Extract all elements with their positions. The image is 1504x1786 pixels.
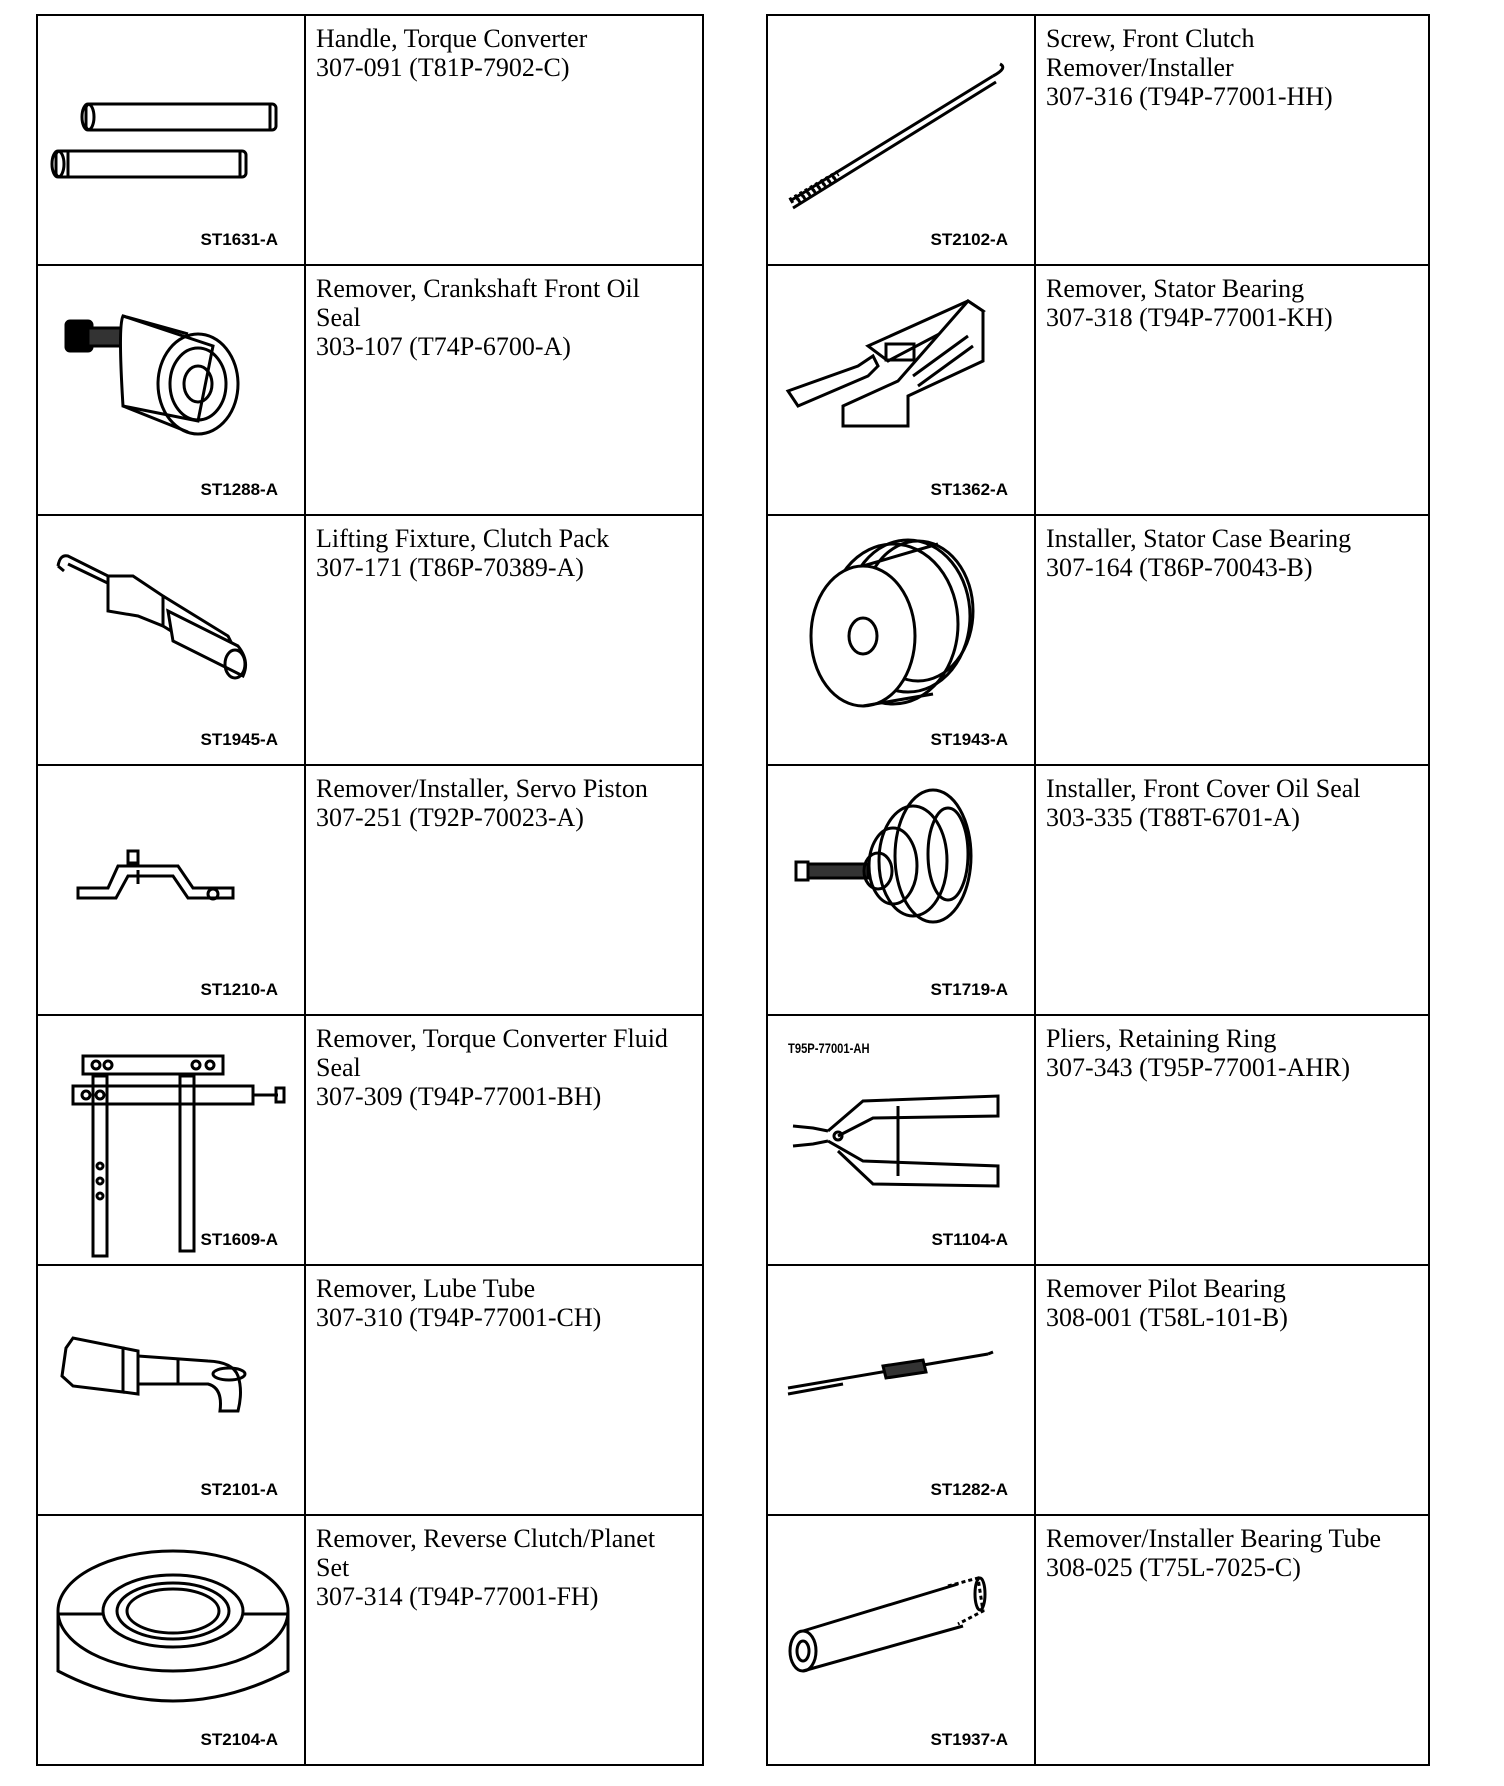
tool-row bbox=[768, 766, 1428, 1016]
illustration-code: ST1719-A bbox=[930, 980, 1008, 999]
tool-row bbox=[38, 1016, 702, 1266]
illustration-code: ST1937-A bbox=[930, 1730, 1008, 1749]
tool-row bbox=[768, 16, 1428, 266]
tool-description bbox=[306, 516, 702, 764]
tool-row bbox=[38, 516, 702, 766]
tool-description bbox=[306, 1266, 702, 1514]
illustration-code: ST1609-A bbox=[200, 1230, 278, 1249]
tool-description bbox=[306, 1016, 702, 1264]
front-cover-seal-installer-drawing bbox=[768, 766, 1034, 1016]
illustration-code: ST1104-A bbox=[931, 1230, 1008, 1249]
tool-illustration-cell bbox=[768, 766, 1036, 1014]
tool-title: Remover, Torque Converter Fluid Seal bbox=[316, 1024, 668, 1082]
clutch-pack-lifting-fixture-drawing bbox=[38, 516, 304, 766]
tool-title: Remover, Reverse Clutch/Planet Set bbox=[316, 1524, 656, 1582]
tool-part-number: 307-343 (T95P-77001-AHR) bbox=[1046, 1053, 1351, 1082]
tool-part-number: 308-001 (T58L-101-B) bbox=[1046, 1303, 1288, 1332]
tool-row bbox=[38, 766, 702, 1016]
tool-part-number: 307-171 (T86P-70389-A) bbox=[316, 553, 584, 582]
tool-row bbox=[38, 266, 702, 516]
left-tool-table bbox=[36, 14, 704, 1766]
tool-title: Installer, Front Cover Oil Seal bbox=[1046, 774, 1361, 803]
tool-title: Pliers, Retaining Ring bbox=[1046, 1024, 1277, 1053]
illustration-code: ST1945-A bbox=[200, 730, 278, 749]
illustration-code: ST2102-A bbox=[930, 230, 1008, 249]
tool-description bbox=[1036, 1516, 1428, 1764]
servo-piston-tool-drawing bbox=[38, 766, 304, 1016]
tool-part-number: 307-309 (T94P-77001-BH) bbox=[316, 1082, 602, 1111]
tool-row bbox=[768, 1016, 1428, 1266]
pilot-bearing-remover-drawing bbox=[768, 1266, 1034, 1516]
illustration-code: ST1288-A bbox=[200, 480, 278, 499]
reference-number-tag: T95P-77001-AH bbox=[788, 1040, 870, 1056]
tool-description bbox=[1036, 16, 1428, 264]
tool-illustration-cell bbox=[38, 516, 306, 764]
tool-illustration-cell bbox=[768, 1516, 1036, 1764]
tool-illustration-cell bbox=[768, 16, 1036, 264]
torque-converter-handle-drawing bbox=[38, 16, 304, 266]
tool-title: Remover, Crankshaft Front Oil Seal bbox=[316, 274, 640, 332]
crankshaft-seal-remover-drawing bbox=[38, 266, 304, 516]
tool-part-number: 307-318 (T94P-77001-KH) bbox=[1046, 303, 1333, 332]
tool-title: Lifting Fixture, Clutch Pack bbox=[316, 524, 610, 553]
lube-tube-remover-drawing bbox=[38, 1266, 304, 1516]
illustration-code: ST1943-A bbox=[930, 730, 1008, 749]
bearing-tube-tool-drawing bbox=[768, 1516, 1034, 1766]
tool-part-number: 303-107 (T74P-6700-A) bbox=[316, 332, 571, 361]
tool-title: Remover/Installer, Servo Piston bbox=[316, 774, 648, 803]
tool-part-number: 307-314 (T94P-77001-FH) bbox=[316, 1582, 599, 1611]
reverse-clutch-remover-drawing bbox=[38, 1516, 304, 1766]
stator-case-bearing-installer-drawing bbox=[768, 516, 1034, 766]
illustration-code: ST1362-A bbox=[930, 480, 1008, 499]
fluid-seal-remover-drawing bbox=[38, 1016, 304, 1266]
tool-part-number: 307-091 (T81P-7902-C) bbox=[316, 53, 570, 82]
tool-illustration-cell bbox=[38, 1266, 306, 1514]
front-clutch-screw-drawing bbox=[768, 16, 1034, 266]
tool-description bbox=[306, 766, 702, 1014]
tool-part-number: 307-316 (T94P-77001-HH) bbox=[1046, 82, 1333, 111]
tool-title: Remover Pilot Bearing bbox=[1046, 1274, 1286, 1303]
tool-title: Installer, Stator Case Bearing bbox=[1046, 524, 1352, 553]
tool-part-number: 308-025 (T75L-7025-C) bbox=[1046, 1553, 1301, 1582]
tool-illustration-cell bbox=[38, 1016, 306, 1264]
tool-illustration-cell bbox=[768, 516, 1036, 764]
illustration-code: ST2101-A bbox=[200, 1480, 278, 1499]
tool-description bbox=[1036, 516, 1428, 764]
tool-part-number: 307-310 (T94P-77001-CH) bbox=[316, 1303, 602, 1332]
illustration-code: ST2104-A bbox=[200, 1730, 278, 1749]
tool-title: Screw, Front Clutch Remover/Installer bbox=[1046, 24, 1255, 82]
tool-description bbox=[1036, 1266, 1428, 1514]
illustration-code: ST1210-A bbox=[200, 980, 278, 999]
tool-row bbox=[768, 1266, 1428, 1516]
tool-part-number: 303-335 (T88T-6701-A) bbox=[1046, 803, 1300, 832]
tool-row bbox=[768, 516, 1428, 766]
tool-illustration-cell bbox=[38, 16, 306, 264]
tool-illustration-cell bbox=[38, 266, 306, 514]
tool-title: Remover, Lube Tube bbox=[316, 1274, 536, 1303]
tool-row bbox=[38, 1266, 702, 1516]
tool-description bbox=[1036, 766, 1428, 1014]
tool-description bbox=[306, 16, 702, 264]
tool-illustration-cell bbox=[768, 1016, 1036, 1264]
tool-part-number: 307-164 (T86P-70043-B) bbox=[1046, 553, 1313, 582]
tool-description bbox=[306, 266, 702, 514]
tool-description bbox=[306, 1516, 702, 1764]
tool-description bbox=[1036, 1016, 1428, 1264]
tool-part-number: 307-251 (T92P-70023-A) bbox=[316, 803, 584, 832]
tool-description bbox=[1036, 266, 1428, 514]
tool-title: Handle, Torque Converter bbox=[316, 24, 588, 53]
tool-row bbox=[38, 16, 702, 266]
tool-illustration-cell bbox=[768, 266, 1036, 514]
tool-row bbox=[768, 1516, 1428, 1764]
illustration-code: ST1631-A bbox=[200, 230, 278, 249]
retaining-ring-pliers-drawing bbox=[768, 1016, 1034, 1266]
tool-title: Remover/Installer Bearing Tube bbox=[1046, 1524, 1382, 1553]
tool-row bbox=[768, 266, 1428, 516]
tool-illustration-cell bbox=[38, 766, 306, 1014]
stator-bearing-remover-drawing bbox=[768, 266, 1034, 516]
illustration-code: ST1282-A bbox=[930, 1480, 1008, 1499]
tool-illustration-cell bbox=[768, 1266, 1036, 1514]
tool-row bbox=[38, 1516, 702, 1764]
tool-title: Remover, Stator Bearing bbox=[1046, 274, 1305, 303]
right-tool-table bbox=[766, 14, 1430, 1766]
tool-illustration-cell bbox=[38, 1516, 306, 1764]
